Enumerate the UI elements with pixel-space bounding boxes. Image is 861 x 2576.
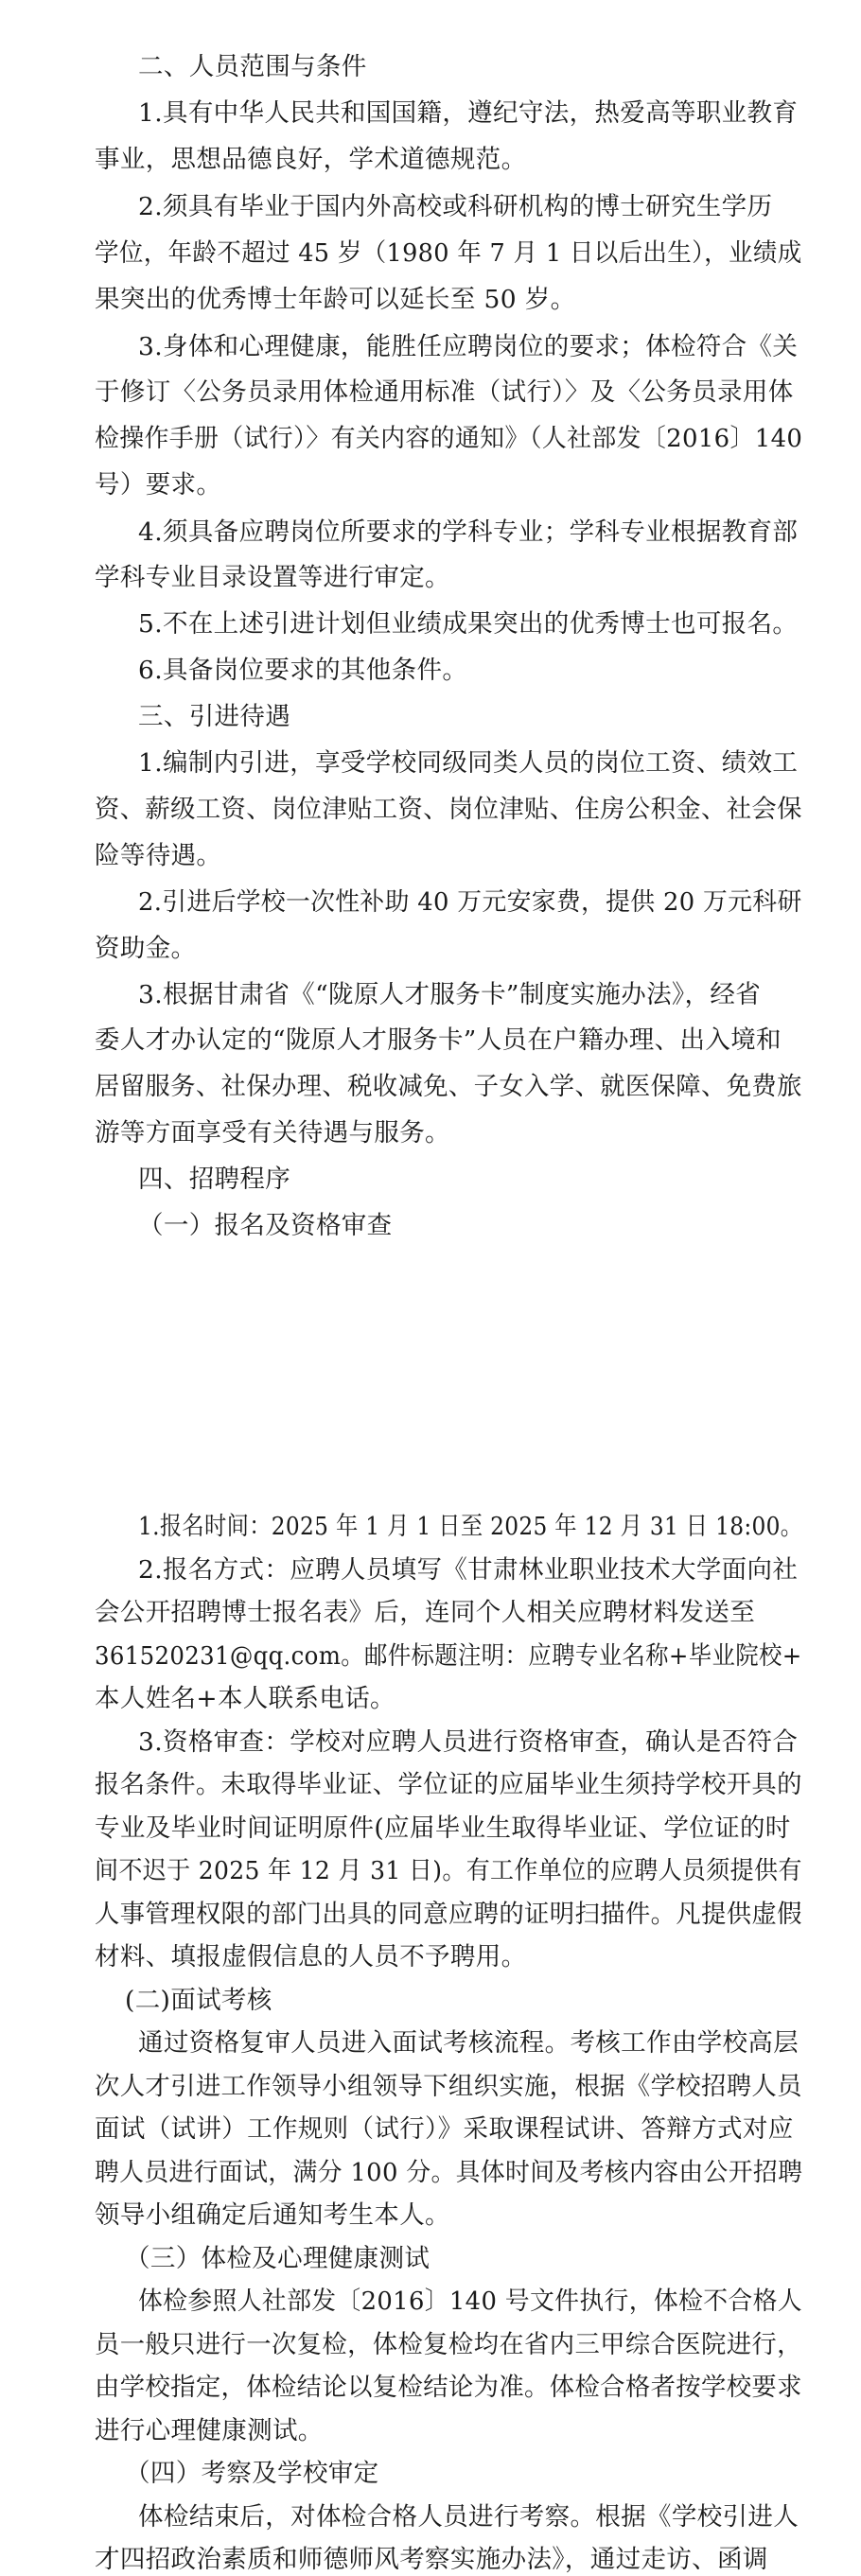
paragraph-line: 1.报名时间：2025 年 1 月 1 日至 2025 年 12 月 31 日 18:00。 — [138, 1512, 803, 1541]
paragraph-line: 学位，年龄不超过 45 岁（1980 年 7 月 1 日以后出生），业绩成 — [95, 238, 802, 268]
subsection-heading: （一）报名及资格审查 — [138, 1211, 393, 1240]
paragraph-line: 本人姓名+本人联系电话。 — [95, 1684, 395, 1713]
paragraph-line: 险等待遇。 — [95, 841, 222, 870]
paragraph-line: 次人才引进工作领导小组领导下组织实施，根据《学校招聘人员 — [95, 2071, 802, 2101]
paragraph-line: 果突出的优秀博士年龄可以延长至 50 岁。 — [95, 285, 576, 314]
paragraph-line: 1.编制内引进，享受学校同级同类人员的岗位工资、绩效工 — [138, 748, 799, 778]
paragraph-line: 材料、填报虚假信息的人员不予聘用。 — [95, 1942, 527, 1971]
paragraph-line: 4.须具备应聘岗位所要求的学科专业；学科专业根据教育部 — [138, 517, 799, 547]
paragraph-line: 间不迟于 2025 年 12 月 31 日)。有工作单位的应聘人员须提供有 — [95, 1856, 802, 1885]
paragraph-line: 进行心理健康测试。 — [95, 2415, 324, 2445]
paragraph-line: 人事管理权限的部门出具的同意应聘的证明扫描件。凡提供虚假 — [95, 1899, 802, 1929]
paragraph-line: 6.具备岗位要求的其他条件。 — [138, 656, 468, 685]
paragraph-line: 报名条件。未取得毕业证、学位证的应届毕业生须持学校开具的 — [95, 1770, 802, 1799]
subsection-heading: （四）考察及学校审定 — [125, 2459, 379, 2488]
paragraph-line: 2.报名方式：应聘人员填写《甘肃林业职业技术大学面向社 — [138, 1554, 799, 1585]
paragraph-line: 通过资格复审人员进入面试考核流程。考核工作由学校高层 — [138, 2028, 800, 2058]
section-heading: 三、引进待遇 — [138, 702, 291, 731]
subsection-heading: (二)面试考核 — [125, 1985, 272, 2015]
subsection-heading: （三）体检及心理健康测试 — [125, 2243, 430, 2273]
paragraph-line: 体检参照人社部发〔2016〕140 号文件执行，体检不合格人 — [138, 2287, 802, 2316]
paragraph-line: 于修订〈公务员录用体检通用标准（试行）〉及〈公务员录用体 — [95, 377, 794, 407]
paragraph-line: 面试（试讲）工作规则（试行）》采取课程试讲、答辩方式对应 — [95, 2114, 794, 2144]
paragraph-line: 号）要求。 — [95, 470, 222, 499]
paragraph-line: 2.须具有毕业于国内外高校或科研机构的博士研究生学历 — [138, 192, 773, 221]
paragraph-line: 2.引进后学校一次性补助 40 万元安家费，提供 20 万元科研 — [138, 887, 802, 917]
paragraph-line: 才四招政治素质和师德师风考察实施办法》，通过走访、函调 — [95, 2545, 768, 2574]
section-heading: 四、招聘程序 — [138, 1165, 291, 1194]
paragraph-line: 由学校指定，体检结论以复检结论为准。体检合格者按学校要求 — [95, 2373, 802, 2402]
paragraph-line: 体检结束后，对体检合格人员进行考察。根据《学校引进人 — [138, 2501, 800, 2532]
paragraph-line: 资助金。 — [95, 934, 197, 963]
paragraph-line: 游等方面享受有关待遇与服务。 — [95, 1118, 450, 1148]
paragraph-line: 3.资格审查：学校对应聘人员进行资格审查，确认是否符合 — [138, 1726, 799, 1757]
paragraph-line: 委人才办认定的“陇原人才服务卡”人员在户籍办理、出入境和 — [95, 1025, 782, 1055]
paragraph-line: 事业，思想品德良好，学术道德规范。 — [95, 145, 527, 174]
paragraph-line: 领导小组确定后通知考生本人。 — [95, 2200, 450, 2230]
paragraph-line: 检操作手册（试行）〉有关内容的通知》（人社部发〔2016〕140 — [95, 424, 803, 453]
paragraph-line: 学科专业目录设置等进行审定。 — [95, 563, 450, 592]
paragraph-line: 361520231@qq.com。邮件标题注明：应聘专业名称+毕业院校+ — [95, 1640, 802, 1671]
paragraph-line: 聘人员进行面试，满分 100 分。具体时间及考核内容由公开招聘 — [95, 2157, 803, 2187]
paragraph-line: 5.不在上述引进计划但业绩成果突出的优秀博士也可报名。 — [138, 609, 799, 639]
paragraph-line: 员一般只进行一次复检，体检复检均在省内三甲综合医院进行， — [95, 2329, 802, 2359]
paragraph-line: 资、薪级工资、岗位津贴工资、岗位津贴、住房公积金、社会保 — [95, 795, 802, 824]
section-heading: 二、人员范围与条件 — [138, 52, 367, 81]
paragraph-line: 居留服务、社保办理、税收减免、子女入学、就医保障、免费旅 — [95, 1072, 802, 1101]
paragraph-line: 1.具有中华人民共和国国籍，遵纪守法，热爱高等职业教育 — [138, 98, 799, 128]
paragraph-line: 专业及毕业时间证明原件(应届毕业生取得毕业证、学位证的时 — [95, 1813, 791, 1843]
paragraph-line: 3.身体和心理健康，能胜任应聘岗位的要求；体检符合《关 — [138, 332, 799, 361]
paragraph-line: 会公开招聘博士报名表》后，连同个人相关应聘材料发送至 — [95, 1598, 756, 1627]
paragraph-line: 3.根据甘肃省《“陇原人才服务卡”制度实施办法》，经省 — [138, 980, 762, 1009]
